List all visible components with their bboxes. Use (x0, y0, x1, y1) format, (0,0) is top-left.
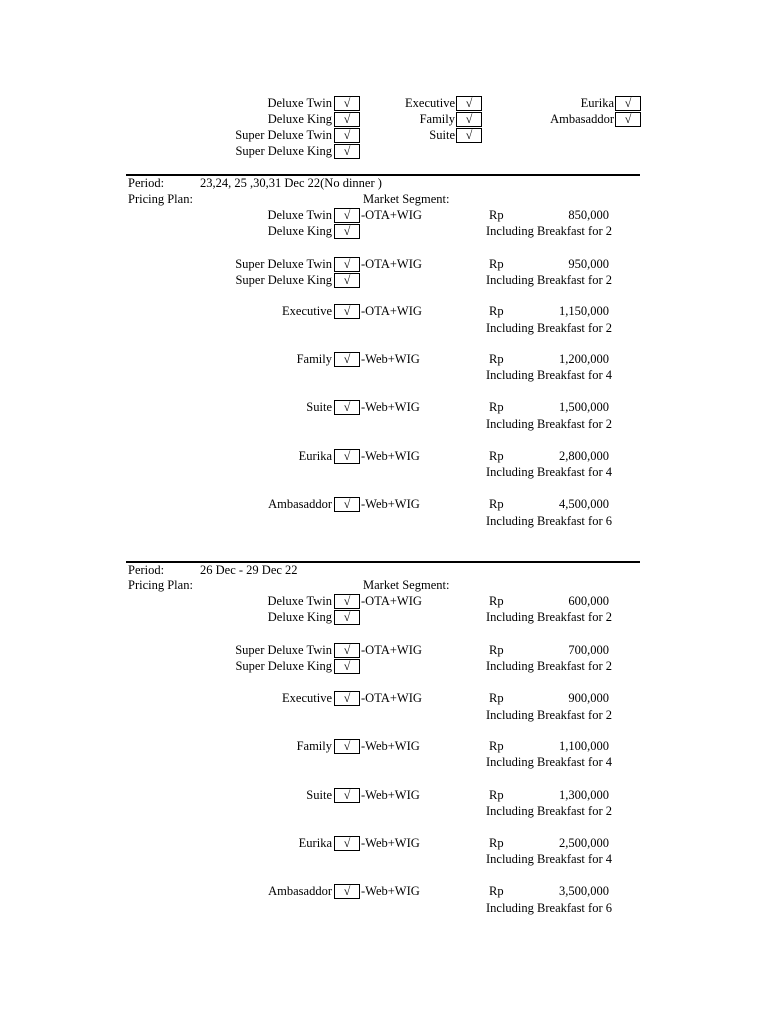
room-label: Super Deluxe Twin (235, 643, 332, 657)
room-checkbox[interactable]: √ (334, 739, 360, 754)
breakfast-note: Including Breakfast for 2 (485, 610, 612, 624)
room-checkbox[interactable]: √ (615, 112, 641, 127)
currency: Rp (489, 788, 504, 802)
breakfast-note: Including Breakfast for 2 (485, 659, 612, 673)
room-label: Executive (282, 691, 332, 705)
room-label: Super Deluxe King (235, 273, 332, 287)
breakfast-note: Including Breakfast for 2 (485, 273, 612, 287)
breakfast-note: Including Breakfast for 6 (485, 901, 612, 915)
segment-label: -Web+WIG (361, 836, 420, 850)
room-checkbox[interactable]: √ (334, 112, 360, 127)
price: 4,500,000 (559, 497, 609, 511)
room-checkbox[interactable]: √ (615, 96, 641, 111)
segment-label: -Web+WIG (361, 497, 420, 511)
room-label: Deluxe King (267, 224, 332, 238)
room-label: Ambasaddor (268, 884, 332, 898)
room-checkbox[interactable]: √ (334, 128, 360, 143)
currency: Rp (489, 643, 504, 657)
room-label: Eurika (298, 836, 332, 850)
room-checkbox[interactable]: √ (334, 208, 360, 223)
price: 950,000 (568, 257, 609, 271)
room-label: Super Deluxe King (235, 659, 332, 673)
room-label: Suite (429, 128, 455, 142)
currency: Rp (489, 691, 504, 705)
segment-label: -OTA+WIG (361, 208, 422, 222)
room-label: Deluxe Twin (267, 594, 332, 608)
room-checkbox[interactable]: √ (334, 400, 360, 415)
room-checkbox[interactable]: √ (334, 144, 360, 159)
room-checkbox[interactable]: √ (334, 836, 360, 851)
currency: Rp (489, 208, 504, 222)
segment-label: -Web+WIG (361, 352, 420, 366)
price: 900,000 (568, 691, 609, 705)
breakfast-note: Including Breakfast for 2 (485, 708, 612, 722)
breakfast-note: Including Breakfast for 4 (485, 852, 612, 866)
room-label: Family (296, 352, 332, 366)
segment-label: -OTA+WIG (361, 304, 422, 318)
price: 1,100,000 (559, 739, 609, 753)
price: 600,000 (568, 594, 609, 608)
currency: Rp (489, 449, 504, 463)
segment-label: -OTA+WIG (361, 594, 422, 608)
room-checkbox[interactable]: √ (334, 257, 360, 272)
market-segment-label: Market Segment: (363, 192, 450, 206)
currency: Rp (489, 257, 504, 271)
breakfast-note: Including Breakfast for 4 (485, 465, 612, 479)
breakfast-note: Including Breakfast for 4 (485, 755, 612, 769)
currency: Rp (489, 594, 504, 608)
room-checkbox[interactable]: √ (334, 304, 360, 319)
currency: Rp (489, 400, 504, 414)
price: 1,150,000 (559, 304, 609, 318)
room-label: Deluxe King (267, 112, 332, 126)
segment-label: -Web+WIG (361, 884, 420, 898)
room-checkbox[interactable]: √ (334, 96, 360, 111)
currency: Rp (489, 304, 504, 318)
room-checkbox[interactable]: √ (334, 610, 360, 625)
period-label: Period: (128, 176, 165, 190)
room-checkbox[interactable]: √ (334, 594, 360, 609)
price: 1,200,000 (559, 352, 609, 366)
room-checkbox[interactable]: √ (334, 788, 360, 803)
room-checkbox[interactable]: √ (334, 352, 360, 367)
price: 700,000 (568, 643, 609, 657)
breakfast-note: Including Breakfast for 2 (485, 804, 612, 818)
segment-label: -OTA+WIG (361, 643, 422, 657)
room-label: Super Deluxe Twin (235, 257, 332, 271)
currency: Rp (489, 836, 504, 850)
period-label: Period: (128, 563, 165, 577)
room-checkbox[interactable]: √ (456, 112, 482, 127)
room-checkbox[interactable]: √ (334, 497, 360, 512)
segment-label: -Web+WIG (361, 788, 420, 802)
room-checkbox[interactable]: √ (456, 96, 482, 111)
room-checkbox[interactable]: √ (334, 643, 360, 658)
room-checkbox[interactable]: √ (334, 224, 360, 239)
segment-label: -OTA+WIG (361, 691, 422, 705)
room-checkbox[interactable]: √ (334, 884, 360, 899)
breakfast-note: Including Breakfast for 6 (485, 514, 612, 528)
room-label: Family (296, 739, 332, 753)
segment-label: -OTA+WIG (361, 257, 422, 271)
room-checkbox[interactable]: √ (334, 691, 360, 706)
room-label: Family (419, 112, 455, 126)
price: 1,500,000 (559, 400, 609, 414)
room-label: Suite (306, 400, 332, 414)
room-label: Executive (282, 304, 332, 318)
room-checkbox[interactable]: √ (334, 659, 360, 674)
breakfast-note: Including Breakfast for 2 (485, 224, 612, 238)
currency: Rp (489, 497, 504, 511)
pricing-plan-label: Pricing Plan: (128, 578, 193, 592)
room-label: Super Deluxe King (235, 144, 332, 158)
price: 850,000 (568, 208, 609, 222)
room-checkbox[interactable]: √ (456, 128, 482, 143)
room-label: Suite (306, 788, 332, 802)
room-checkbox[interactable]: √ (334, 449, 360, 464)
price: 1,300,000 (559, 788, 609, 802)
price: 2,800,000 (559, 449, 609, 463)
room-label: Deluxe King (267, 610, 332, 624)
room-label: Eurika (298, 449, 332, 463)
price: 3,500,000 (559, 884, 609, 898)
room-checkbox[interactable]: √ (334, 273, 360, 288)
breakfast-note: Including Breakfast for 4 (485, 368, 612, 382)
period-value: 26 Dec - 29 Dec 22 (200, 563, 298, 577)
room-label: Executive (405, 96, 455, 110)
room-label: Super Deluxe Twin (235, 128, 332, 142)
currency: Rp (489, 352, 504, 366)
price: 2,500,000 (559, 836, 609, 850)
breakfast-note: Including Breakfast for 2 (485, 417, 612, 431)
segment-label: -Web+WIG (361, 739, 420, 753)
period-value: 23,24, 25 ,30,31 Dec 22(No dinner ) (200, 176, 382, 190)
currency: Rp (489, 884, 504, 898)
market-segment-label: Market Segment: (363, 578, 450, 592)
room-label: Deluxe Twin (267, 96, 332, 110)
room-label: Ambasaddor (550, 112, 614, 126)
room-label: Ambasaddor (268, 497, 332, 511)
segment-label: -Web+WIG (361, 449, 420, 463)
currency: Rp (489, 739, 504, 753)
room-label: Eurika (580, 96, 614, 110)
pricing-plan-label: Pricing Plan: (128, 192, 193, 206)
segment-label: -Web+WIG (361, 400, 420, 414)
room-label: Deluxe Twin (267, 208, 332, 222)
breakfast-note: Including Breakfast for 2 (485, 321, 612, 335)
